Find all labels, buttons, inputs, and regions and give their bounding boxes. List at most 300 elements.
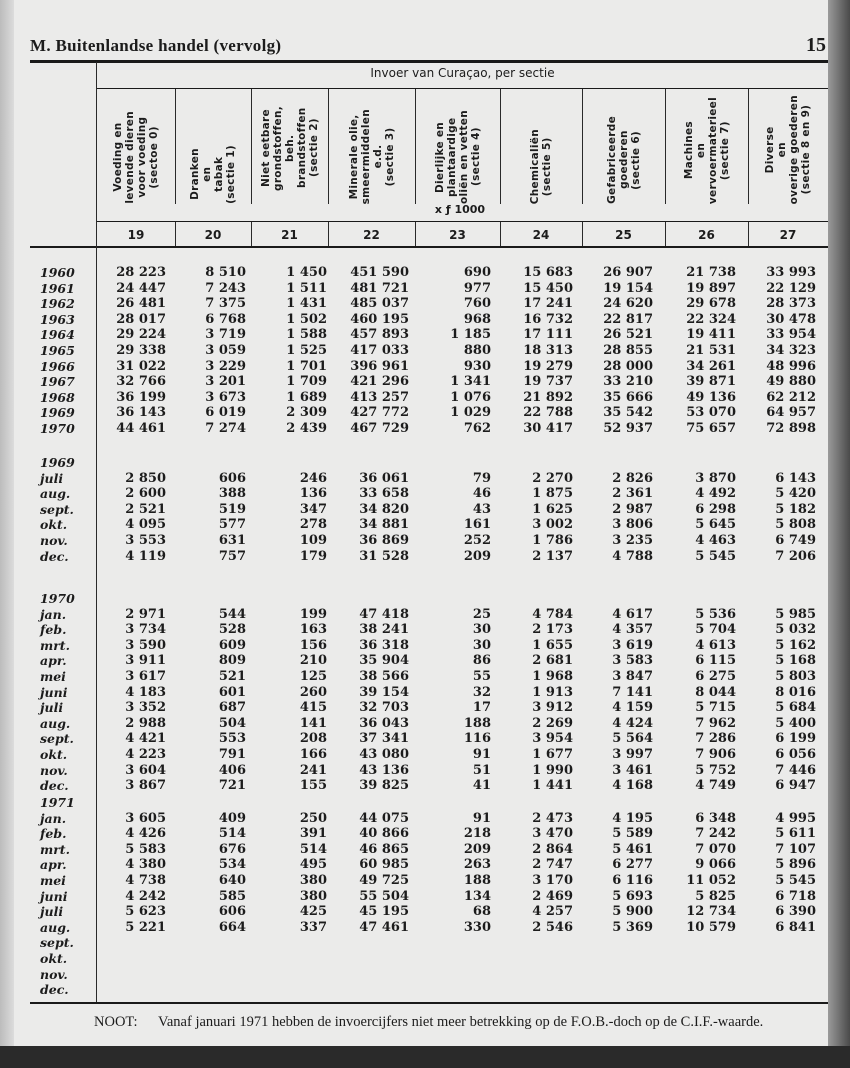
table-cell: 68 [472, 904, 491, 920]
table-cell: 396 961 [350, 358, 409, 374]
row-label: aug. [40, 919, 71, 935]
column-header-label: Niet eetbare grondstoffen, beh. brandstoffen (sectie 2) [259, 105, 320, 191]
table-cell: 1 625 [532, 501, 573, 517]
table-cell: 6 019 [205, 405, 246, 421]
table-cell: 46 865 [359, 841, 409, 857]
table-cell: 2 971 [125, 606, 166, 622]
table-cell: 3 997 [612, 747, 653, 762]
table-cell: 4 095 [125, 517, 166, 533]
column-header [251, 92, 328, 204]
table-cell: 2 269 [532, 715, 573, 731]
row-label: jan. [40, 606, 67, 622]
table-cell: 1 029 [450, 405, 491, 421]
table-cell: 3 673 [205, 389, 246, 405]
table-cell: 4 183 [125, 684, 166, 700]
table-cell: 3 605 [125, 810, 166, 826]
table-cell: 968 [463, 311, 491, 327]
top-rule [30, 60, 828, 63]
table-cell: 31 528 [359, 548, 409, 564]
table-cell: 3 619 [612, 637, 653, 653]
table-cell: 3 590 [125, 637, 166, 653]
column-header-label: Dierlijke en plantaardige oliën en vetten (sectie 4) [433, 109, 482, 204]
table-cell: 17 [472, 700, 491, 716]
row-label: mrt. [40, 841, 70, 857]
table-cell: 29 224 [116, 327, 166, 343]
table-cell: 4 426 [125, 826, 166, 842]
column-header [415, 92, 500, 204]
table-cell: 3 059 [205, 343, 246, 358]
table-cell: 5 461 [612, 841, 653, 857]
table-cell: 544 [218, 606, 246, 622]
table-cell: 1 441 [532, 778, 573, 794]
table-cell: 380 [299, 888, 327, 904]
table-cell: 47 461 [359, 919, 409, 935]
footnote-label: NOOT: [94, 1014, 138, 1030]
table-cell: 4 421 [125, 731, 166, 747]
row-label: 1964 [40, 327, 75, 343]
table-cell: 4 463 [695, 533, 736, 548]
table-cell: 6 143 [775, 470, 816, 486]
table-cell: 553 [218, 731, 246, 747]
table-cell: 21 892 [523, 389, 573, 405]
table-cell: 481 721 [350, 280, 409, 296]
section-label: 1970 [40, 591, 75, 606]
table-cell: 6 390 [775, 904, 816, 920]
table-cell: 388 [218, 486, 246, 502]
table-cell: 5 221 [125, 919, 166, 935]
table-cell: 19 737 [523, 374, 573, 390]
row-label: nov. [40, 762, 68, 778]
table-cell: 36 143 [116, 405, 166, 421]
table-cell: 5 715 [695, 700, 736, 716]
row-label: juli [40, 700, 64, 716]
table-cell: 16 732 [523, 311, 573, 327]
table-cell: 17 241 [523, 296, 573, 312]
row-label: mrt. [40, 637, 70, 653]
table-cell: 504 [218, 715, 246, 731]
table-cell: 19 154 [603, 280, 653, 296]
table-cell: 425 [299, 904, 327, 920]
table-cell: 252 [463, 533, 491, 548]
table-cell: 577 [218, 517, 246, 533]
table-cell: 43 [472, 501, 491, 517]
table-cell: 39 154 [359, 684, 409, 700]
table-cell: 457 893 [350, 327, 409, 343]
row-label: 1961 [40, 280, 75, 296]
table-cell: 64 957 [766, 405, 816, 421]
table-cell: 609 [218, 637, 246, 653]
column-header [748, 92, 828, 204]
table-cell: 36 869 [359, 533, 409, 548]
table-cell: 49 725 [359, 873, 409, 888]
column-header [97, 92, 175, 204]
table-cell: 7 206 [775, 548, 816, 564]
table-cell: 337 [299, 919, 327, 935]
footnote-text: Vanaf januari 1971 hebben de invoercijfers niet meer betrekking op de F.O.B.-doch op de C.I.F.-waarde. [158, 1014, 764, 1030]
table-cell: 209 [463, 841, 491, 857]
table-cell: 330 [463, 919, 491, 935]
table-cell: 601 [218, 684, 246, 700]
table-cell: 125 [299, 669, 327, 684]
table-cell: 1 511 [286, 280, 327, 296]
table-cell: 3 002 [532, 517, 573, 533]
table-cell: 3 954 [532, 731, 573, 747]
table-cell: 5 168 [775, 653, 816, 669]
table-cell: 2 988 [125, 715, 166, 731]
table-cell: 6 348 [695, 810, 736, 826]
table-cell: 52 937 [603, 421, 653, 436]
column-header-label: Machines en vervoermaterieel (sectie 7) [682, 96, 731, 204]
table-cell: 34 881 [359, 517, 409, 533]
table-cell: 757 [218, 548, 246, 564]
table-cell: 521 [218, 669, 246, 684]
table-cell: 5 420 [775, 486, 816, 502]
table-cell: 4 380 [125, 857, 166, 873]
super-header-rule [97, 88, 828, 89]
column-number: 23 [449, 228, 466, 242]
table-cell: 5 704 [695, 622, 736, 638]
table-cell: 163 [299, 622, 327, 638]
table-cell: 28 373 [766, 296, 816, 312]
table-cell: 210 [299, 653, 327, 669]
column-number: 22 [363, 228, 380, 242]
table-cell: 31 022 [116, 358, 166, 374]
table-cell: 514 [218, 826, 246, 842]
table-cell: 24 447 [116, 280, 166, 296]
table-cell: 1 185 [450, 327, 491, 343]
table-cell: 12 734 [686, 904, 736, 920]
table-cell: 6 841 [775, 919, 816, 935]
table-cell: 409 [218, 810, 246, 826]
table-cell: 930 [463, 358, 491, 374]
table-cell: 676 [218, 841, 246, 857]
table-cell: 6 275 [695, 669, 736, 684]
table-cell: 39 871 [686, 374, 736, 390]
table-cell: 22 324 [686, 311, 736, 327]
column-header-label: Chemicaliën (sectie 5) [529, 128, 553, 204]
table-cell: 18 313 [523, 343, 573, 358]
table-cell: 166 [299, 747, 327, 762]
table-cell: 43 080 [359, 747, 409, 762]
table-cell: 161 [463, 517, 491, 533]
column-number: 26 [698, 228, 715, 242]
table-cell: 5 545 [775, 873, 816, 888]
table-cell: 30 417 [523, 421, 573, 436]
table-cell: 19 897 [686, 280, 736, 296]
table-cell: 62 212 [766, 389, 816, 405]
table-cell: 10 579 [686, 919, 736, 935]
table-cell: 6 277 [612, 857, 653, 873]
table-cell: 5 564 [612, 731, 653, 747]
column-header [328, 92, 415, 204]
table-cell: 762 [463, 421, 491, 436]
table-cell: 3 235 [612, 533, 653, 548]
row-label: juni [40, 888, 68, 904]
table-cell: 5 645 [695, 517, 736, 533]
table-cell: 7 286 [695, 731, 736, 747]
row-label: sept. [40, 935, 74, 951]
table-cell: 19 411 [686, 327, 736, 343]
table-cell: 514 [299, 841, 327, 857]
table-cell: 451 590 [350, 265, 409, 280]
table-cell: 1 588 [286, 327, 327, 343]
column-number: 20 [204, 228, 222, 242]
table-cell: 485 037 [350, 296, 409, 312]
table-cell: 3 806 [612, 517, 653, 533]
header-bottom-rule [30, 246, 828, 248]
book-bottom-edge [0, 1046, 850, 1068]
table-cell: 1 525 [286, 343, 327, 358]
table-cell: 4 788 [612, 548, 653, 564]
table-cell: 1 341 [450, 374, 491, 390]
table-cell: 28 017 [116, 311, 166, 327]
table-cell: 30 478 [766, 311, 816, 327]
table-cell: 9 066 [695, 857, 736, 873]
table-cell: 199 [299, 606, 327, 622]
table-cell: 5 985 [775, 606, 816, 622]
table-cell: 38 566 [359, 669, 409, 684]
row-label: 1960 [40, 265, 75, 280]
table-cell: 6 718 [775, 888, 816, 904]
table-cell: 3 553 [125, 533, 166, 548]
table-cell: 1 450 [286, 265, 327, 280]
table-cell: 29 678 [686, 296, 736, 312]
table-cell: 34 323 [766, 343, 816, 358]
table-cell: 5 623 [125, 904, 166, 920]
table-cell: 188 [463, 873, 491, 888]
table-cell: 3 911 [125, 653, 166, 669]
table-cell: 6 116 [612, 873, 653, 888]
table-cell: 134 [463, 888, 491, 904]
table-cell: 21 738 [686, 265, 736, 280]
table-cell: 241 [299, 762, 327, 778]
row-label: jan. [40, 810, 67, 826]
table-cell: 55 [472, 669, 491, 684]
table-cell: 5 400 [775, 715, 816, 731]
table-cell: 1 655 [532, 637, 573, 653]
table-cell: 22 788 [523, 405, 573, 421]
table-cell: 60 985 [359, 857, 409, 873]
table-cell: 1 913 [532, 684, 573, 700]
table-cell: 26 481 [116, 296, 166, 312]
table-cell: 421 296 [350, 374, 409, 390]
row-label: 1966 [40, 358, 75, 374]
table-cell: 4 223 [125, 747, 166, 762]
table-cell: 38 241 [359, 622, 409, 638]
table-cell: 3 847 [612, 669, 653, 684]
table-cell: 141 [299, 715, 327, 731]
row-label: 1962 [40, 296, 75, 312]
column-number: 24 [532, 228, 550, 242]
table-cell: 7 906 [695, 747, 736, 762]
column-number: 19 [127, 228, 145, 242]
table-cell: 4 357 [612, 622, 653, 638]
table-cell: 6 947 [775, 778, 816, 794]
table-cell: 35 904 [359, 653, 409, 669]
table-cell: 4 995 [775, 810, 816, 826]
table-cell: 5 589 [612, 826, 653, 842]
table-cell: 34 261 [686, 358, 736, 374]
table-cell: 5 896 [775, 857, 816, 873]
table-cell: 2 473 [532, 810, 573, 826]
table-cell: 2 137 [532, 548, 573, 564]
table-cell: 3 201 [205, 374, 246, 390]
table-cell: 760 [463, 296, 491, 312]
table-cell: 278 [299, 517, 327, 533]
table-cell: 7 375 [205, 296, 246, 312]
table-cell: 7 141 [612, 684, 653, 700]
table-cell: 2 600 [125, 486, 166, 502]
row-label: aug. [40, 486, 71, 502]
unit-rule [97, 221, 828, 222]
table-cell: 2 826 [612, 470, 653, 486]
table-cell: 3 352 [125, 700, 166, 716]
table-cell: 2 521 [125, 501, 166, 517]
table-cell: 91 [472, 747, 491, 762]
row-label: feb. [40, 826, 67, 842]
table-cell: 260 [299, 684, 327, 700]
table-cell: 640 [218, 873, 246, 888]
column-header-label: Minerale olie, smeermiddelen e.d. (sectie 3) [347, 108, 396, 204]
table-cell: 43 136 [359, 762, 409, 778]
table-cell: 417 033 [350, 343, 409, 358]
table-cell: 2 270 [532, 470, 573, 486]
table-cell: 5 182 [775, 501, 816, 517]
table-cell: 136 [299, 486, 327, 502]
table-cell: 32 703 [359, 700, 409, 716]
table-cell: 36 061 [359, 470, 409, 486]
table-cell: 427 772 [350, 405, 409, 421]
table-cell: 2 309 [286, 405, 327, 421]
table-cell: 3 604 [125, 762, 166, 778]
row-label: mei [40, 873, 66, 888]
page-number: 15 [806, 34, 826, 56]
table-cell: 2 439 [286, 421, 327, 436]
table-cell: 8 510 [205, 265, 246, 280]
table-cell: 7 446 [775, 762, 816, 778]
row-label: juni [40, 684, 68, 700]
row-label: dec. [40, 982, 69, 998]
table-cell: 4 159 [612, 700, 653, 716]
table-cell: 208 [299, 731, 327, 747]
table-cell: 26 907 [603, 265, 653, 280]
table-cell: 6 056 [775, 747, 816, 762]
column-header-label: Diverse en overige goederen (sectie 8 en 9) [764, 94, 812, 204]
table-cell: 977 [463, 280, 491, 296]
row-label: 1968 [40, 389, 75, 405]
table-cell: 3 912 [532, 700, 573, 716]
table-cell: 5 808 [775, 517, 816, 533]
table-cell: 86 [472, 653, 491, 669]
row-label: 1967 [40, 374, 75, 390]
table-cell: 5 032 [775, 622, 816, 638]
table-cell: 44 461 [116, 421, 166, 436]
table-cell: 5 803 [775, 669, 816, 684]
table-cell: 606 [218, 470, 246, 486]
table-cell: 2 361 [612, 486, 653, 502]
table-cell: 33 993 [766, 265, 816, 280]
table-cell: 6 115 [695, 653, 736, 669]
table-cell: 4 424 [612, 715, 653, 731]
table-cell: 534 [218, 857, 246, 873]
table-cell: 2 864 [532, 841, 573, 857]
table-cell: 519 [218, 501, 246, 517]
table-cell: 34 820 [359, 501, 409, 517]
table-cell: 116 [463, 731, 491, 747]
table-cell: 3 734 [125, 622, 166, 638]
table-cell: 585 [218, 888, 246, 904]
table-cell: 4 257 [532, 904, 573, 920]
table-cell: 5 162 [775, 637, 816, 653]
table-cell: 5 684 [775, 700, 816, 716]
row-label: aug. [40, 715, 71, 731]
table-cell: 2 681 [532, 653, 573, 669]
row-label: juli [40, 470, 64, 486]
unit-label: x ƒ 1000 [434, 203, 486, 216]
table-cell: 406 [218, 762, 246, 778]
table-cell: 11 052 [686, 873, 736, 888]
table-cell: 32 766 [116, 374, 166, 390]
table-cell: 721 [218, 778, 246, 794]
table-cell: 41 [472, 778, 491, 794]
table-cell: 1 076 [450, 389, 491, 405]
table-cell: 1 786 [532, 533, 573, 548]
table-cell: 29 338 [116, 343, 166, 358]
table-cell: 4 617 [612, 606, 653, 622]
table-cell: 263 [463, 857, 491, 873]
table-cell: 3 870 [695, 470, 736, 486]
table-cell: 2 747 [532, 857, 573, 873]
table-cell: 687 [218, 700, 246, 716]
table-cell: 6 749 [775, 533, 816, 548]
table-cell: 1 689 [286, 389, 327, 405]
table-cell: 91 [472, 810, 491, 826]
table-cell: 880 [463, 343, 491, 358]
table-cell: 49 880 [766, 374, 816, 390]
table-cell: 1 677 [532, 747, 573, 762]
row-label: okt. [40, 951, 68, 966]
row-label: apr. [40, 857, 67, 873]
table-cell: 44 075 [359, 810, 409, 826]
row-label: nov. [40, 966, 68, 982]
table-cell: 5 825 [695, 888, 736, 904]
table-cell: 6 298 [695, 501, 736, 517]
table-cell: 3 617 [125, 669, 166, 684]
table-cell: 24 620 [603, 296, 653, 312]
book-right-edge [828, 0, 850, 1068]
table-cell: 3 719 [205, 327, 246, 343]
table-cell: 22 129 [766, 280, 816, 296]
table-cell: 72 898 [766, 421, 816, 436]
table-cell: 36 199 [116, 389, 166, 405]
column-number: 25 [615, 228, 632, 242]
row-label: dec. [40, 548, 69, 564]
column-header-label: Dranken en tabak (sectie 1) [189, 145, 237, 204]
table-cell: 28 223 [116, 265, 166, 280]
table-cell: 5 369 [612, 919, 653, 935]
table-cell: 6 768 [205, 311, 246, 327]
table-cell: 155 [299, 778, 327, 794]
row-label: okt. [40, 517, 68, 533]
table-cell: 7 243 [205, 280, 246, 296]
row-label: nov. [40, 533, 68, 548]
table-cell: 26 521 [603, 327, 653, 343]
table-cell: 1 968 [532, 669, 573, 684]
column-header-label: Gefabriceerde goederen (sectie 6) [605, 116, 642, 204]
table-cell: 7 274 [205, 421, 246, 436]
column-header [175, 92, 251, 204]
table-cell: 17 111 [523, 327, 573, 343]
